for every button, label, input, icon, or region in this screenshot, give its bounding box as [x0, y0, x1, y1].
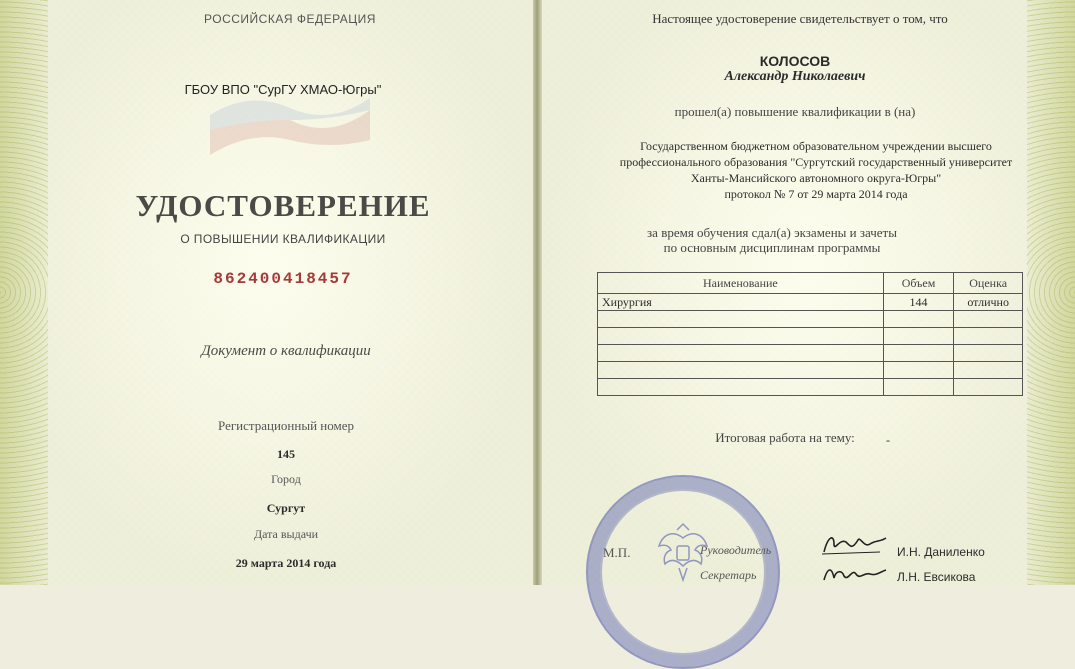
table-cell: [598, 345, 884, 362]
organization-name: ГБОУ ВПО "СурГУ ХМАО-Югры": [184, 82, 382, 97]
table-cell: [598, 311, 884, 328]
signatory-role: Руководитель: [700, 543, 772, 557]
table-cell: отлично: [954, 294, 1023, 311]
table-cell: [954, 311, 1023, 328]
column-header-volume: Объем: [883, 273, 954, 294]
table-cell: Хирургия: [598, 294, 884, 311]
table-header-row: [598, 273, 1023, 294]
table-row: [598, 362, 1023, 379]
booklet-spine: [533, 0, 542, 585]
exams-text: за время обучения сдал(а) экзамены и зачеты: [647, 225, 897, 240]
table-cell: [954, 362, 1023, 379]
table-cell: [954, 328, 1023, 345]
institution-line: профессионального образования "Сургутский государственный университет: [619, 155, 1013, 169]
column-header-name: Наименование: [598, 273, 884, 294]
signature-icon: [820, 530, 890, 558]
table-cell: [883, 311, 954, 328]
document-type: Документ о квалификации: [201, 343, 371, 359]
holder-surname: КОЛОСОВ: [759, 53, 831, 69]
table-row: [598, 328, 1023, 345]
city-label: Город: [271, 472, 301, 486]
left-guilloche-border: [0, 0, 48, 585]
table-cell: [883, 379, 954, 396]
table-cell: [883, 345, 954, 362]
table-cell: [954, 379, 1023, 396]
institution-line: Государственном бюджетном образовательном учреждении высшего: [640, 139, 992, 153]
table-cell: [954, 345, 1023, 362]
table-row: [598, 345, 1023, 362]
table-row: [598, 379, 1023, 396]
column-header-grade: Оценка: [954, 273, 1023, 294]
institution-line: Ханты-Мансийского автономного округа-Югры": [690, 171, 942, 185]
grades-table: [597, 272, 1023, 396]
signatory-name: И.Н. Даниленко: [897, 545, 985, 559]
protocol-line: протокол № 7 от 29 марта 2014 года: [724, 187, 908, 201]
seal-label: М.П.: [603, 545, 631, 560]
registration-label: Регистрационный номер: [218, 418, 354, 433]
table-cell: [883, 362, 954, 379]
registration-number: 145: [277, 447, 295, 461]
city-value: Сургут: [266, 501, 306, 515]
holder-given-names: Александр Николаевич: [724, 69, 866, 84]
exams-text: по основным дисциплинам программы: [663, 240, 881, 255]
table-row: [598, 311, 1023, 328]
certifies-text: Настоящее удостоверение свидетельствует о том, что: [652, 11, 948, 26]
table-cell: [883, 328, 954, 345]
serial-number: 862400418457: [213, 270, 353, 288]
document-subtitle: О ПОВЫШЕНИИ КВАЛИФИКАЦИИ: [180, 232, 386, 246]
signature-icon: [820, 562, 890, 586]
table-cell: [598, 328, 884, 345]
issue-date: 29 марта 2014 года: [235, 556, 337, 570]
country-heading: РОССИЙСКАЯ ФЕДЕРАЦИЯ: [204, 12, 376, 26]
right-guilloche-border: [1027, 0, 1075, 585]
table-cell: [598, 362, 884, 379]
table-cell: [598, 379, 884, 396]
final-work-value: -: [886, 433, 890, 447]
signatory-name: Л.Н. Евсикова: [897, 570, 976, 584]
signatory-role: Секретарь: [700, 568, 757, 582]
issue-date-label: Дата выдачи: [253, 527, 319, 541]
table-cell: 144: [883, 294, 954, 311]
document-title: УДОСТОВЕРЕНИЕ: [135, 188, 431, 223]
table-row: [598, 294, 1023, 311]
passed-training-text: прошел(а) повышение квалификации в (на): [674, 104, 916, 119]
final-work-label: Итоговая работа на тему:: [715, 430, 855, 445]
